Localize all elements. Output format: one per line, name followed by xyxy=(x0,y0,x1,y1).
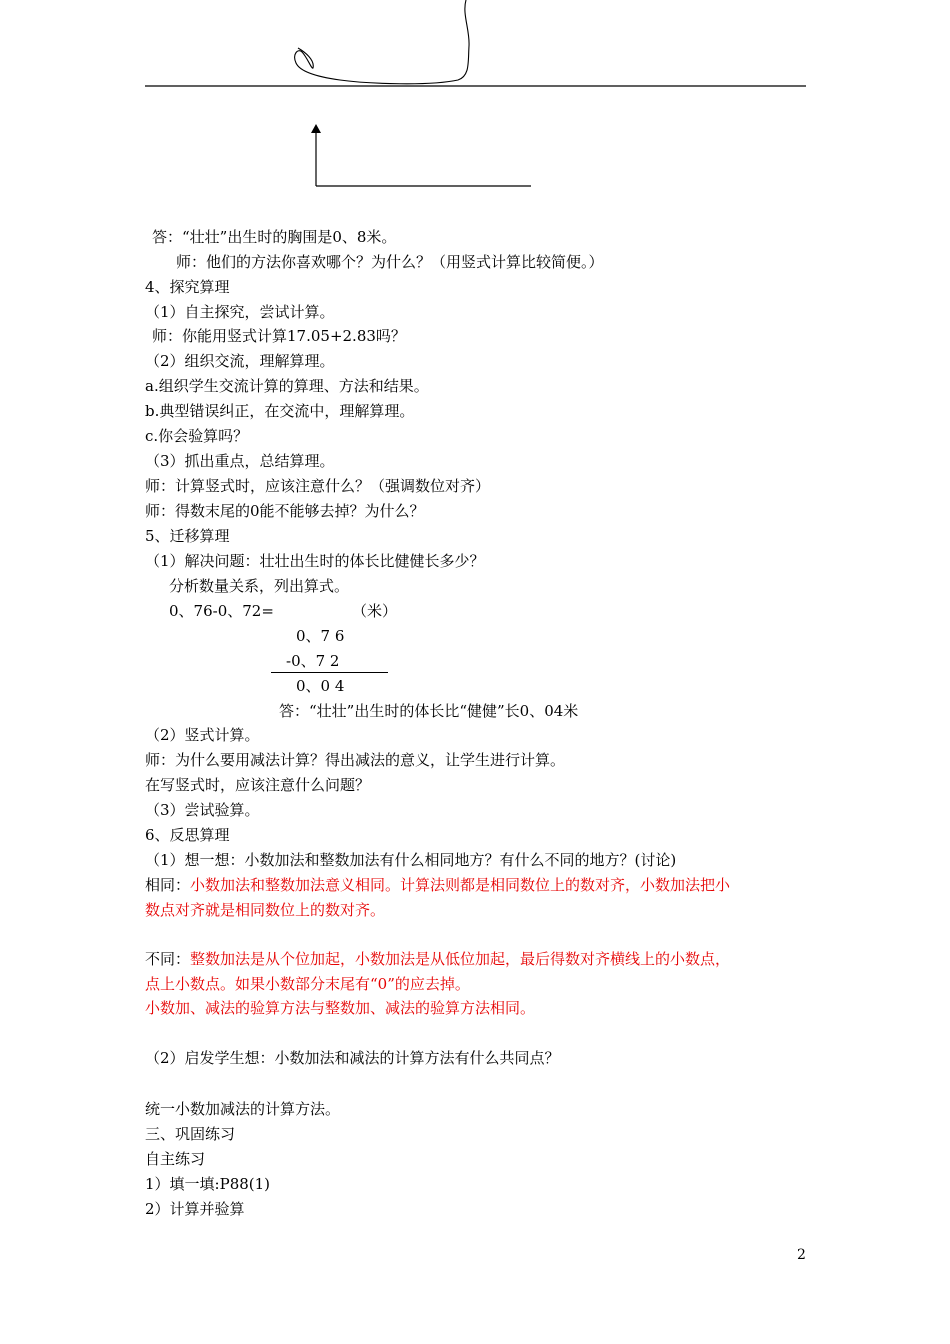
vertical-calc-subtrahend: -0、7 2 xyxy=(286,652,340,670)
teacher-question: 师：他们的方法你喜欢哪个？为什么？（用竖式计算比较简便。） xyxy=(176,253,604,271)
section-5-unit: （米） xyxy=(352,602,398,620)
vertical-calc-rule xyxy=(271,672,388,673)
vertical-calc-result: 0、0 4 xyxy=(296,677,345,695)
section-5-title: 5、迁移算理 xyxy=(145,527,230,545)
section-4-sub-c: c.你会验算吗？ xyxy=(145,427,249,445)
similarity-paragraph-line-1 xyxy=(145,875,730,895)
section-5-teacher-2: 在写竖式时，应该注意什么问题？ xyxy=(145,776,371,794)
section-5-item-1: （1）解决问题：壮壮出生时的体长比健健长多少？ xyxy=(145,552,485,570)
section-5-teacher-1: 师：为什么要用减法计算？得出减法的意义，让学生进行计算。 xyxy=(145,751,566,769)
answer-chest: 答：“壮壮”出生时的胸围是0、8米。 xyxy=(152,228,397,246)
difference-paragraph-line-1 xyxy=(145,949,730,969)
section-5-expression: 0、76-0、72= xyxy=(169,602,274,620)
section-4-item-1: （1）自主探究，尝试计算。 xyxy=(145,303,335,321)
section-6-item-1: （1）想一想：小数加法和整数加法有什么相同地方？有什么不同的地方？(讨论) xyxy=(145,851,677,869)
similarity-paragraph-line-2: 数点对齐就是相同数位上的数对齐。 xyxy=(145,901,386,919)
section-4-sub-a: a.组织学生交流计算的算理、方法和结果。 xyxy=(145,377,429,395)
section-5-item-3: （3）尝试验算。 xyxy=(145,801,260,819)
difference-paragraph-line-2: 点上小数点。如果小数部分末尾有“0”的应去掉。 xyxy=(145,975,470,993)
section-5-item-2: （2）竖式计算。 xyxy=(145,726,260,744)
measurement-sketch xyxy=(0,0,950,200)
checking-method-note: 小数加、减法的验算方法与整数加、减法的验算方法相同。 xyxy=(145,999,536,1017)
part-3-title: 三、巩固练习 xyxy=(145,1125,236,1143)
similarity-text: 小数加法和整数加法意义相同。计算法则都是相同数位上的数对齐，小数加法把小 xyxy=(190,876,731,894)
section-4-teacher-3: 师：得数末尾的0能不能够去掉？为什么？ xyxy=(145,502,425,520)
exercise-1: 1）填一填:P88(1) xyxy=(145,1175,271,1193)
section-6-item-2: （2）启发学生想：小数加法和减法的计算方法有什么共同点？ xyxy=(145,1049,560,1067)
section-4-item-3: （3）抓出重点，总结算理。 xyxy=(145,452,335,470)
section-5-answer: 答：“壮壮”出生时的体长比“健健”长0、04米 xyxy=(279,702,579,720)
exercise-2: 2）计算并验算 xyxy=(145,1200,245,1218)
difference-label: 不同： xyxy=(145,950,191,968)
arrow-up-icon xyxy=(311,124,321,133)
section-4-sub-b: b.典型错误纠正，在交流中，理解算理。 xyxy=(145,402,415,420)
section-4-item-2: （2）组织交流，理解算理。 xyxy=(145,352,335,370)
vertical-calc-minuend: 0、7 6 xyxy=(296,627,345,645)
self-practice-heading: 自主练习 xyxy=(145,1150,206,1168)
section-4-teacher-1: 师：你能用竖式计算17.05+2.83吗？ xyxy=(152,327,406,345)
section-6-title: 6、反思算理 xyxy=(145,826,230,844)
unify-method: 统一小数加减法的计算方法。 xyxy=(145,1100,341,1118)
freehand-curve xyxy=(295,0,469,84)
section-4-title: 4、探究算理 xyxy=(145,278,230,296)
similarity-label: 相同： xyxy=(145,876,191,894)
section-5-analyze: 分析数量关系，列出算式。 xyxy=(169,577,350,595)
section-4-teacher-2: 师：计算竖式时，应该注意什么？（强调数位对齐） xyxy=(145,477,491,495)
difference-text: 整数加法是从个位加起，小数加法是从低位加起，最后得数对齐横线上的小数点， xyxy=(190,950,731,968)
page-number: 2 xyxy=(797,1247,806,1263)
